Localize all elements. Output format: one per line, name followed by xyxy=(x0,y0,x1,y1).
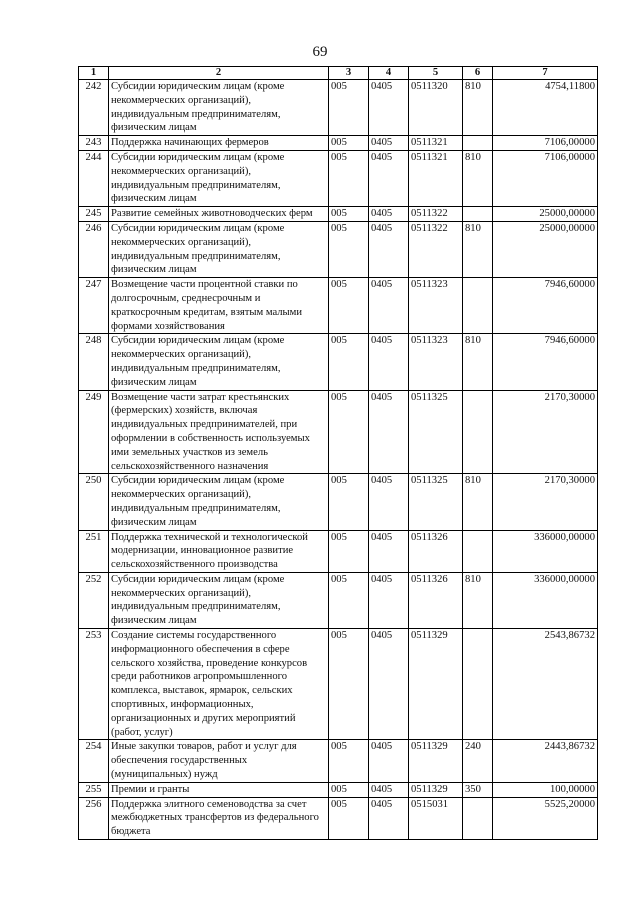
row-code-3: 005 xyxy=(329,221,369,277)
row-code-3: 005 xyxy=(329,782,369,797)
row-code-5: 0511320 xyxy=(409,80,463,136)
row-amount: 100,00000 xyxy=(493,782,598,797)
row-code-5: 0511326 xyxy=(409,572,463,628)
header-col-2: 2 xyxy=(109,67,329,80)
row-amount: 4754,11800 xyxy=(493,80,598,136)
row-code-4: 0405 xyxy=(369,278,409,334)
row-name: Поддержка начинающих фермеров xyxy=(109,136,329,151)
row-code-5: 0515031 xyxy=(409,797,463,839)
row-code-6: 810 xyxy=(463,150,493,206)
row-code-6: 240 xyxy=(463,740,493,782)
row-code-6 xyxy=(463,797,493,839)
row-number: 256 xyxy=(79,797,109,839)
row-amount: 2170,30000 xyxy=(493,390,598,474)
row-code-5: 0511329 xyxy=(409,782,463,797)
row-code-5: 0511321 xyxy=(409,136,463,151)
header-col-4: 4 xyxy=(369,67,409,80)
row-amount: 336000,00000 xyxy=(493,530,598,572)
row-amount: 2443,86732 xyxy=(493,740,598,782)
row-code-3: 005 xyxy=(329,572,369,628)
row-code-6 xyxy=(463,136,493,151)
row-code-6: 810 xyxy=(463,221,493,277)
row-code-3: 005 xyxy=(329,278,369,334)
row-number: 249 xyxy=(79,390,109,474)
row-number: 248 xyxy=(79,334,109,390)
row-number: 250 xyxy=(79,474,109,530)
header-col-7: 7 xyxy=(493,67,598,80)
table-row xyxy=(79,572,598,628)
row-code-6: 810 xyxy=(463,80,493,136)
row-code-3: 005 xyxy=(329,474,369,530)
row-code-5: 0511322 xyxy=(409,207,463,222)
row-code-5: 0511326 xyxy=(409,530,463,572)
row-amount: 25000,00000 xyxy=(493,207,598,222)
row-code-6: 810 xyxy=(463,572,493,628)
row-code-4: 0405 xyxy=(369,797,409,839)
row-code-4: 0405 xyxy=(369,80,409,136)
table-row xyxy=(79,797,598,839)
row-code-4: 0405 xyxy=(369,629,409,740)
row-amount: 25000,00000 xyxy=(493,221,598,277)
table-row xyxy=(79,80,598,136)
row-amount: 2170,30000 xyxy=(493,474,598,530)
row-code-5: 0511321 xyxy=(409,150,463,206)
row-name: Премии и гранты xyxy=(109,782,329,797)
row-name: Развитие семейных животноводческих ферм xyxy=(109,207,329,222)
row-number: 242 xyxy=(79,80,109,136)
row-code-4: 0405 xyxy=(369,136,409,151)
row-code-5: 0511325 xyxy=(409,474,463,530)
row-code-4: 0405 xyxy=(369,530,409,572)
row-code-3: 005 xyxy=(329,629,369,740)
row-name: Иные закупки товаров, работ и услуг для обеспечения государственных (муниципальных) нужд xyxy=(109,740,329,782)
row-number: 244 xyxy=(79,150,109,206)
row-code-6: 350 xyxy=(463,782,493,797)
row-code-3: 005 xyxy=(329,150,369,206)
row-code-6 xyxy=(463,629,493,740)
row-code-4: 0405 xyxy=(369,150,409,206)
row-name: Субсидии юридическим лицам (кроме некоммерческих организаций), индивидуальным предпринимателям, физическим лицам xyxy=(109,150,329,206)
row-code-4: 0405 xyxy=(369,572,409,628)
row-code-4: 0405 xyxy=(369,221,409,277)
row-amount: 5525,20000 xyxy=(493,797,598,839)
row-code-4: 0405 xyxy=(369,207,409,222)
row-number: 255 xyxy=(79,782,109,797)
row-code-3: 005 xyxy=(329,136,369,151)
row-number: 253 xyxy=(79,629,109,740)
table-row xyxy=(79,629,598,740)
row-name: Поддержка элитного семеноводства за счет межбюджетных трансфертов из федерального бюджета xyxy=(109,797,329,839)
row-code-3: 005 xyxy=(329,334,369,390)
row-code-3: 005 xyxy=(329,797,369,839)
header-col-3: 3 xyxy=(329,67,369,80)
row-code-3: 005 xyxy=(329,530,369,572)
page-number: 69 xyxy=(312,44,328,60)
row-code-5: 0511323 xyxy=(409,278,463,334)
table-row xyxy=(79,221,598,277)
row-code-4: 0405 xyxy=(369,334,409,390)
row-name: Субсидии юридическим лицам (кроме некоммерческих организаций), индивидуальным предпринимателям, физическим лицам xyxy=(109,80,329,136)
row-number: 245 xyxy=(79,207,109,222)
row-code-6 xyxy=(463,530,493,572)
row-name: Субсидии юридическим лицам (кроме некоммерческих организаций), индивидуальным предпринимателям, физическим лицам xyxy=(109,474,329,530)
row-number: 251 xyxy=(79,530,109,572)
row-amount: 7106,00000 xyxy=(493,136,598,151)
row-amount: 7946,60000 xyxy=(493,334,598,390)
table-row xyxy=(79,334,598,390)
table-row xyxy=(79,740,598,782)
row-name: Субсидии юридическим лицам (кроме некоммерческих организаций), индивидуальным предпринимателям, физическим лицам xyxy=(109,334,329,390)
row-code-4: 0405 xyxy=(369,474,409,530)
row-code-3: 005 xyxy=(329,207,369,222)
row-number: 246 xyxy=(79,221,109,277)
row-number: 254 xyxy=(79,740,109,782)
row-code-5: 0511329 xyxy=(409,629,463,740)
table-row xyxy=(79,278,598,334)
header-col-6: 6 xyxy=(463,67,493,80)
table-row xyxy=(79,390,598,474)
row-name: Субсидии юридическим лицам (кроме некоммерческих организаций), индивидуальным предпринимателям, физическим лицам xyxy=(109,572,329,628)
row-code-4: 0405 xyxy=(369,740,409,782)
table-row xyxy=(79,474,598,530)
table-row xyxy=(79,207,598,222)
table-row xyxy=(79,136,598,151)
table-header-row xyxy=(79,67,598,80)
row-code-6 xyxy=(463,207,493,222)
row-amount: 7946,60000 xyxy=(493,278,598,334)
row-number: 243 xyxy=(79,136,109,151)
row-code-6 xyxy=(463,390,493,474)
row-code-4: 0405 xyxy=(369,782,409,797)
row-amount: 2543,86732 xyxy=(493,629,598,740)
row-amount: 7106,00000 xyxy=(493,150,598,206)
row-name: Создание системы государственного информационного обеспечения в сфере сельского хозяйства, проведение конкурсов среди работников агропромышленного комплекса, выставок, ярмарок, сельских спортивных, информационных, организационных и других мероприятий (работ, услуг) xyxy=(109,629,329,740)
budget-table xyxy=(78,66,598,840)
row-code-5: 0511323 xyxy=(409,334,463,390)
row-name: Поддержка технической и технологической модернизации, инновационное развитие сельскохозяйственного производства xyxy=(109,530,329,572)
header-col-5: 5 xyxy=(409,67,463,80)
row-name: Возмещение части затрат крестьянских (фермерских) хозяйств, включая индивидуальных предпринимателей, при оформлении в собственность используемых ими земельных участков из земель сельскохозяйственного назначения xyxy=(109,390,329,474)
row-name: Возмещение части процентной ставки по долгосрочным, среднесрочным и краткосрочным кредитам, взятым малыми формами хозяйствования xyxy=(109,278,329,334)
header-col-1: 1 xyxy=(79,67,109,80)
row-code-6: 810 xyxy=(463,474,493,530)
row-number: 247 xyxy=(79,278,109,334)
row-code-6 xyxy=(463,278,493,334)
row-code-5: 0511322 xyxy=(409,221,463,277)
table-row xyxy=(79,150,598,206)
row-code-3: 005 xyxy=(329,740,369,782)
row-code-5: 0511329 xyxy=(409,740,463,782)
row-code-3: 005 xyxy=(329,80,369,136)
table-row xyxy=(79,782,598,797)
row-code-5: 0511325 xyxy=(409,390,463,474)
row-code-4: 0405 xyxy=(369,390,409,474)
row-code-6: 810 xyxy=(463,334,493,390)
row-name: Субсидии юридическим лицам (кроме некоммерческих организаций), индивидуальным предпринимателям, физическим лицам xyxy=(109,221,329,277)
table-body xyxy=(79,80,598,840)
row-code-3: 005 xyxy=(329,390,369,474)
row-number: 252 xyxy=(79,572,109,628)
table-row xyxy=(79,530,598,572)
row-amount: 336000,00000 xyxy=(493,572,598,628)
